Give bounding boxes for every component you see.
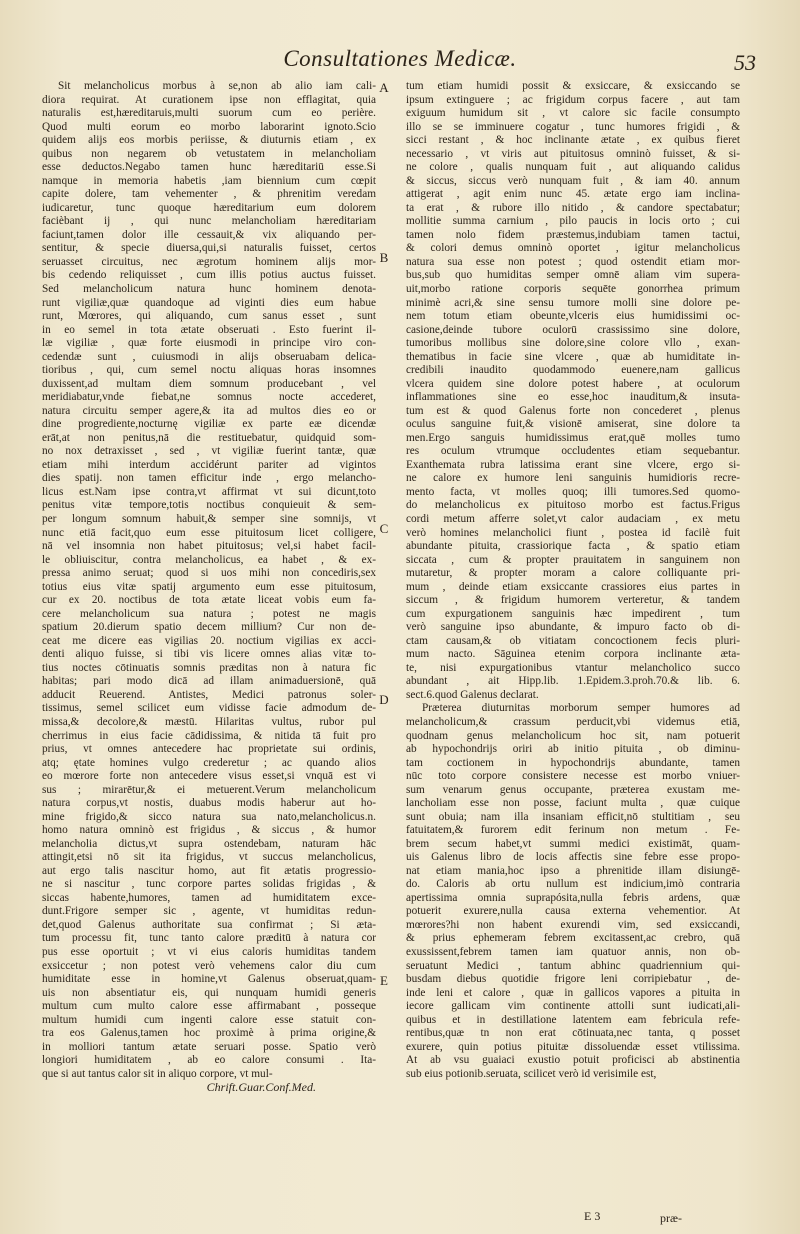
text-line: mento facta, vt molles quoq; illi tumores.Sed quomo- — [406, 485, 740, 498]
text-line: meridiabatur,vnde fiebat,ne somnus nocte accederet, — [42, 391, 376, 404]
text-line: thematibus in facie sine vlcere , quæ ab humiditate in- — [406, 350, 740, 363]
text-line: ceat me dicere eas vigilias 20. noctium vigilias ex acci- — [42, 634, 376, 647]
text-line: sect.6.quod Galenus declarat. — [406, 688, 539, 701]
text-line: illo se se imminuere cogatur , tunc humores frigidi , & — [406, 120, 740, 133]
text-line: naturalis est,hæreditaruis,multi suorum cum eo perière. — [42, 107, 376, 120]
text-line: natura circuitu semper agere,& ita ad multos dies eo or — [42, 404, 376, 417]
text-line: dies spatij. non tamen efficitur inde , ergo melancho- — [42, 472, 376, 485]
text-line: tum est & quod Galenus forte non concederet , plenus — [406, 404, 740, 417]
text-line: sum venarum genus occupante, præterea exustam me- — [406, 783, 740, 796]
text-line: tius noctes cōtinuatis somnis præditas non à natura fic — [42, 661, 376, 674]
text-line: te, nisi expurgationibus vtantur melancholico succo — [406, 661, 740, 674]
text-line: læ vigiliæ , quæ forte eiusmodi in principe viro con- — [42, 337, 376, 350]
text-line: ctam causam,& ob vitiatam concoctionem fecis pluri- — [406, 634, 740, 647]
text-line: runt vigiliæ,quæ quandoque ad viginti dies eum habue — [42, 296, 376, 309]
text-line: faciunt,tamen dolor ille cessauit,& vix aliquando per- — [42, 228, 376, 241]
text-line: tra eos Galenus,tamen hoc proximè à prima origine,& — [42, 1027, 376, 1040]
text-line: prius, vt omnes antecedere hac proprietate sui ordinis, — [42, 743, 376, 756]
text-line: habitas; pari modo dicā ad illam animaduersionē, quā — [42, 675, 376, 688]
text-line: abundant , ait Hipp.lib. 1.Epidem.3.proh.70.& lib. 6. — [406, 675, 740, 688]
text-line: ipsum extinguere ; ac frigidum corpus facere , aut tam — [406, 93, 740, 106]
text-line: necessario , vt viris aut pituitosus omninò fuisset, & si- — [406, 147, 740, 160]
text-line: busdam diebus quotidie frigore leni corripiebatur , de- — [406, 973, 740, 986]
text-line: sentitur, & specie diuersa,qui,si naturalis fuisset, certos — [42, 242, 376, 255]
text-line: quibus non negarem ob vetustatem in melancholiam — [42, 147, 376, 160]
text-line: det,quod Galenus authoritate sua confirmat ; Si æta- — [42, 918, 376, 931]
text-line: cere melancholicum sua natura ; potest ne magis — [42, 607, 376, 620]
catchword: præ- — [660, 1211, 682, 1225]
text-line: bis cedendo reliquisset , cum illis potius auctus fuisset. — [42, 269, 376, 282]
text-line: no nox detraxisset , sed , vt vigiliæ fuerint tantæ, quæ — [42, 445, 376, 458]
text-line: runt, Mœrores, qui aliquando, cum sanus esset , sunt — [42, 310, 376, 323]
text-line: do melancholicus ex pituitoso morbo est factus.Frigus — [406, 499, 740, 512]
text-line: sub eius potionib.seruata, scilicet verò id verisimile est, — [406, 1067, 657, 1080]
text-line: inde leni et calore , quæ in gallicos vapores a pituita in — [406, 986, 740, 999]
text-line: cherrimus in eius facie cādidissima, & nitida tā fuit pro — [42, 729, 376, 742]
text-line: Præterea diuturnitas morborum semper humores ad — [422, 702, 740, 715]
text-line: & colori demus omninò oportet , igitur melancholicus — [406, 242, 740, 255]
text-line: do. Caloris ab ortu nullum est indicium,imò contraria — [406, 878, 740, 891]
running-title: Consultationes Medicæ. — [283, 46, 517, 71]
text-line: men.Ergo sanguis humidissimus erat,quē molles tumo — [406, 431, 740, 444]
text-line: mutaretur, & propter moram a calore colliquante pri- — [406, 567, 740, 580]
text-line: missa,& decolore,& mæstū. Hilaritas vultus, rubor pul — [42, 715, 376, 728]
text-line: sus ; mirarētur,& ei metuerent.Verum melancholicum — [42, 783, 376, 796]
text-line: ne colore , qualis nunquam fuit , aut aliquando calidus — [406, 161, 740, 174]
text-line: cordi metum afferre solet,vt calor audaciam , ex metu — [406, 513, 740, 525]
text-line: que si aut tantus calor sit in aliquo corpore, vt mul- — [42, 1067, 273, 1080]
text-line: lancholiam esse non posse, faciunt multa , quæ cuique — [406, 797, 740, 810]
text-line: per longum somnum habuit,& semper sine somnijs, vt — [42, 513, 376, 525]
text-line: tamen nolo fidem præstemus,indubiam tamen tactui, — [406, 228, 740, 241]
margin-letter-a: A — [379, 80, 389, 95]
text-line: quibus et in destillatione latentem eam febricula refe- — [406, 1013, 740, 1026]
margin-letter-e: E — [380, 973, 388, 988]
text-line: quodnam genus melancholicum hoc sit, nam potuerit — [406, 729, 740, 742]
text-line: tum processu fit, tunc tanto calore præditū à natura cor — [42, 932, 376, 945]
text-line: mollitie summa carnium , pilo paucis in locis orto ; cui — [406, 215, 740, 228]
text-line: nūc toto corpore consistere necesse est morbo vniuer- — [406, 770, 740, 783]
text-line: eo mœrore forte non antecedere visus esset,si vnquā est vi — [42, 770, 376, 783]
text-line: namque in memoria habetis ,iam biennium cum cœpit — [42, 174, 376, 187]
text-line: duxissent,ad multam diem somnum producebant , vel — [42, 377, 376, 390]
text-line: cum expurgationem sanguinis hæc impedirent , tum — [406, 607, 740, 620]
text-line: pus esse oportuit ; vt vi eius caloris humiditas tandem — [42, 946, 376, 958]
text-line: & prius ephemeram febrem excitassent,ac crebro, quā — [406, 932, 740, 945]
text-line: atq; ętate homines vulgo crederetur ; ac quando alios — [42, 756, 376, 769]
text-line: mum , deinde etiam exsiccante crassiores eius partes in — [406, 580, 740, 593]
text-line: res oculum vtrumque occludentes etiam sequebantur. — [406, 445, 740, 458]
text-line: longiori humiditatem , ab eo calore consumi . Ita- — [42, 1054, 376, 1067]
text-line: Exanthemata rubra latissima erant sine vlcere, ergo si- — [406, 458, 740, 471]
text-line: uis non absentiatur eis, qui nunquam humidi generis — [42, 986, 376, 999]
text-line: denti aliquo fuisse, si tibi vis licere omnes alias vitæ to- — [42, 648, 376, 661]
text-line: At ab vsu guaiaci exustio potuit proficisci ab abstinentia — [406, 1054, 740, 1067]
text-line: Sit melancholicus morbus à se,non ab alio iam cali- — [58, 80, 376, 92]
text-line: potuerit exurere,nulla causa externa vehementior. At — [406, 905, 740, 918]
text-line: exiguum humidum sit , vt calore sic facile consumpto — [406, 107, 740, 120]
text-line: multum humidi cum ingenti calore esse statuit con- — [42, 1013, 376, 1026]
text-line: verò sanguine ipso abundante, & impuro facto ob di- — [406, 621, 740, 634]
text-line: penitus vitæ tempore,totis noctibus conquieuit & sem- — [42, 499, 376, 512]
text-line: nunc etiā facit,quo eum esse pituitosum licet colligere, — [42, 526, 376, 539]
text-line: abundante pituita, crassiorique facta , & spatio etiam — [406, 540, 740, 553]
margin-letter-b: B — [379, 250, 389, 265]
text-line: erāt,at non penitus,nā die restituebatur, quidquid som- — [42, 431, 376, 444]
text-line: nā vel insomnia non habet pituitosus; vel,si habet facil- — [42, 540, 376, 553]
text-line: sunt obuia; nam illa insaniam efficit,nō stultitiam , seu — [406, 810, 740, 823]
text-line: siccum , & frigidum humorem verteretur, & tandem — [406, 594, 740, 607]
margin-letter-d: D — [379, 692, 389, 707]
text-line: oculus sanguine fuit,& visionē amiserat, sine dolore ta — [406, 418, 740, 431]
text-line: etiam mihi interdum accidérunt pariter ad vigintos — [42, 458, 376, 471]
text-line: facièbant ij , qui nunc melancholiam hæreditariam — [42, 215, 376, 228]
text-line: bus,sub quo humiditas semper omnē aliam vim supera- — [406, 269, 740, 282]
text-line: capite dolere, tam vehementer , & phrenitim veredam — [42, 188, 376, 201]
text-line: tumoribus mollibus sine dolore,sine colore vllo , exan- — [406, 337, 740, 350]
text-line: cur ex 20. noctibus de tota ætate liceat vobis eum fa- — [42, 594, 376, 607]
text-line: licus est.Nam ipse contra,vt affirmat vt sui dicunt,toto — [42, 485, 376, 498]
text-line: exurere, quin potius pituitæ dissoluendæ esset vtilissima. — [406, 1040, 740, 1053]
text-line: iudicaretur, tunc quoque hæreditarium eum dolorem — [42, 201, 376, 214]
text-line: ne calore ex humore leni sanguinis humidioris recre- — [406, 472, 740, 485]
text-line: humiditate esse in homine,vt Galenus obseruat,quam- — [42, 973, 376, 986]
text-line: dunt.Frigore semper sic , agente, vt humiditas redun- — [42, 905, 376, 918]
text-line: seruatunt Medici , tantum abhinc quadriennium qui- — [406, 959, 740, 972]
text-line: melancholicum,& crassum perducit,vbi videmus etiā, — [406, 715, 740, 728]
text-line: tioribus , qui, cum semel noctu aliquas horas insomnes — [42, 364, 376, 377]
text-line: credibili inaudito quodammodo euenere,nam gallicus — [406, 364, 740, 377]
text-line: in molliori tantum ætate seruari posse. Spatio verò — [42, 1040, 376, 1053]
text-line: Sed melancholicum natura hunc hominem denota- — [42, 282, 376, 295]
text-line: iecore gallicam vim continente attolli sunt iudicati,ali- — [406, 1000, 740, 1013]
text-line: & siccus, siccus verò nunquam fuit , & iam 40. annum — [406, 174, 740, 187]
left-text-column — [42, 80, 376, 1200]
text-line: seruasset circuitus, nec ægrotum hominem alijs mor- — [42, 255, 376, 268]
text-line: tissimus, semel scilicet eum vidisse facie admodum de- — [42, 702, 376, 715]
text-line: natura sua esse non potest ; quod ostendit etiam mor- — [406, 255, 740, 268]
text-line: mum nacto. Sāguinea etenim corpora inclinante æta- — [406, 648, 740, 661]
text-line: minimè acri,& sine sensu tumore molli sine dolore pe- — [406, 296, 740, 309]
text-line: inflammationes sine eo esse,hoc inauditum,& insuta- — [406, 391, 740, 404]
text-line: in eo semel in tota ætate obseruati . Esto fuerint il- — [42, 323, 376, 336]
page-number: 53 — [734, 50, 756, 75]
text-line: totius eius vitæ spatij argumento eum esse pituitosum, — [42, 580, 376, 593]
text-line: uis Galenus libro de locis affectis sine febre esse propo- — [406, 851, 740, 864]
text-line: homo natura omninò est frigidus , & siccus , & humor — [42, 824, 376, 837]
text-line: exussissent,febrem tamen iam quatuor annis, non ob- — [406, 946, 740, 958]
text-line: siccas habente,humores, tamen ad humiditatem exce- — [42, 891, 376, 904]
text-line: brem secum habet,vt summi medici existimāt, quam- — [406, 837, 740, 850]
text-line: spatium 20.dierum spatio decem millium? Cur non de- — [42, 621, 376, 634]
text-line: diora requirat. At curationem ipse non efflagitat, quia — [42, 93, 376, 106]
text-line: melancholia dictus,vt supra ostendebam, naturam hāc — [42, 837, 376, 850]
text-line: dine progrediente,nocturnę vigiliæ ex parte eæ dicendæ — [42, 418, 376, 431]
text-line: adducit Reuerend. Antistes, Medici patronus soler- — [42, 688, 376, 701]
page-header — [0, 44, 800, 84]
text-line: nat etiam mania,hoc ipso a phrenitide illam disiungē- — [406, 864, 740, 877]
text-line: Quod multi eorum eo morbo laborarint ignoto.Scio — [42, 120, 376, 133]
text-line: uit,morbo ratione corporis sequēte gonorrhea primum — [406, 282, 740, 295]
text-line: verò homines melancholici fiunt , postea id facilè fuit — [406, 526, 740, 539]
text-line: pressa animo seruat; quod si uos mihi non concediris,sex — [42, 567, 376, 580]
text-line: attigerat , agit enim nunc 45. ætate ergo iam inclina- — [406, 188, 740, 201]
text-line: aut ergo talis nascitur homo, aut fit ætatis progressio- — [42, 864, 376, 877]
text-line: quidem alijs eos morbis periisse, & diuturnis etiam , ex — [42, 134, 376, 147]
text-line: natura corpus,vt nostis, duabus modis haberur aut ho- — [42, 797, 376, 810]
text-line: sicci restant , & hoc inclinante ætate , ex quibus fieret — [406, 134, 740, 147]
margin-letter-c: C — [379, 521, 389, 536]
text-line: fatuitatem,& furorem edit ferinum non metum . Fe- — [406, 824, 740, 837]
text-line: esse deductos.Negabo tamen hunc hæreditariū esse.Si — [42, 161, 376, 174]
text-line: ab hypochondrijs oriri ab initio pituita , ob diminu- — [406, 743, 740, 756]
text-line: tam coctionem in hypochondrijs abundante, tamen — [406, 756, 740, 769]
text-line: ne si nascitur , tunc corpore partes solidas frigidas , & — [42, 878, 376, 891]
text-line: multum cum multo calore esse affirmabant , posseque — [42, 1000, 376, 1013]
text-line: casione,deinde tubore oculorū crassissimo sine dolore, — [406, 323, 740, 336]
text-line: attingit,etsi nō sit ita frigidus, vt succus melancholicus, — [42, 851, 376, 864]
text-line: nem totum etiam obeunte,vlceris eius humidissimi oc- — [406, 310, 740, 323]
column-signature: Chrift.Guar.Conf.Med. — [206, 1081, 316, 1095]
text-line: mœrores?hi non habent exurendi vim, sed exsiccandi, — [406, 918, 740, 931]
printer-signature-mark: E 3 — [584, 1209, 601, 1223]
text-line: cedendæ sunt , cuiusmodi in alijs obseruabam delica- — [42, 350, 376, 363]
text-line: le obliuiscitur, contra melancholicus, ea habet , & ex- — [42, 553, 376, 566]
text-line: rentibus,quæ tn non erat cōtinuata,nec tanta, q posset — [406, 1027, 740, 1040]
text-line: ta erat , & rubore illo nitido , & candore spectabatur; — [406, 201, 740, 214]
text-line: tum etiam humidi possit & exsiccare, & exsiccando se — [406, 80, 740, 92]
right-text-column — [406, 80, 740, 1200]
text-line: mine frigido,& sicco natura sua nato,melancholicus.n. — [42, 810, 376, 823]
text-line: exsiccetur ; non potest verò vehemens calor diu cum — [42, 959, 376, 972]
text-line: apertissima omnia suprapósita,nulla febris ardens, quæ — [406, 891, 740, 904]
text-line: vlcera quidem sine dolore potest habere , at oculorum — [406, 377, 740, 390]
text-line: siccata , cum & propter prauitatem in sanguinem non — [406, 553, 740, 566]
